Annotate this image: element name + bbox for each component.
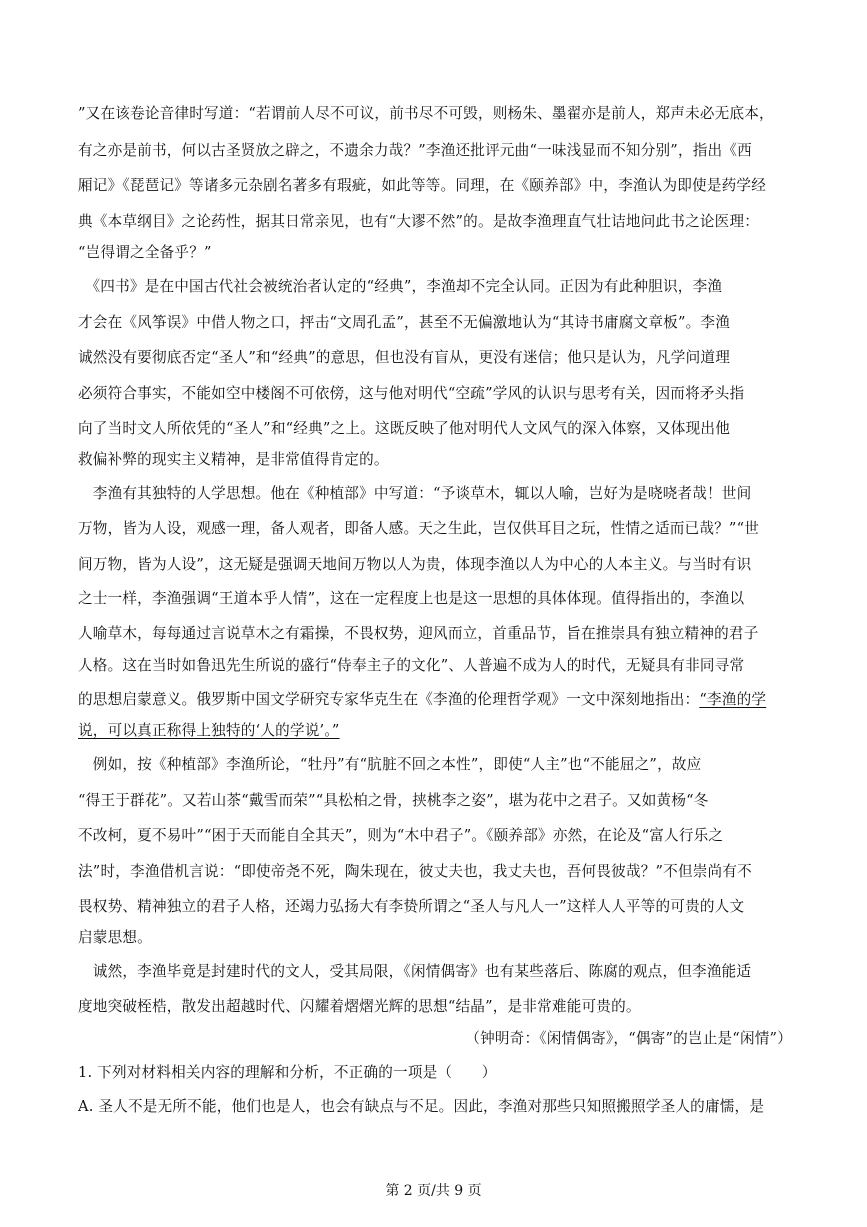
text-line: 典《本草纲目》之论药性，据其日常亲见，也有“大谬不然”的。是故李渔理直气壮诘地问此书之论医理：	[78, 213, 760, 230]
text-line: 人喻草木，每每通过言说草木之有霜操，不畏权势，迎风而立，首重品节，旨在推崇具有独立精神的君子	[78, 625, 759, 642]
page-number: 第 2 页/共 9 页	[385, 1183, 482, 1199]
text-line: ”又在该卷论音律时写道：“若谓前人尽不可议，前书尽不可毁，则杨朱、墨翟亦是前人，郑声未必无底本，	[78, 105, 774, 122]
text-line: 间万物，皆为人设”，这无疑是强调天地间万物以人为贵，体现李渔以人为中心的人本主义。与当时有识	[78, 556, 752, 573]
text-span: 的思想启蒙意义。俄罗斯中国文学研究专家华克生在《李渔的伦理哲学观》一文中深刻地指出：	[78, 691, 700, 708]
paragraph-start: 例如，按《种植部》李渔所论，“牡丹”有“肮脏不回之本性”，即使“人主”也“不能屈之”，故应	[78, 756, 702, 773]
citation: （钟明奇：《闲情偶寄》，“偶寄”的岂止是“闲情”）	[465, 1030, 792, 1047]
text-line	[78, 721, 818, 741]
text-line: “岂得谓之全备乎？”	[78, 244, 212, 261]
text-line: 诚然没有要彻底否定“圣人”和“经典”的意思，但也没有盲从，更没有迷信；他只是认为，凡学问道理	[78, 349, 730, 366]
text-line: 度地突破桎梏，散发出超越时代、闪耀着熠熠光辉的思想“结晶”，是非常难能可贵的。	[78, 998, 641, 1015]
text-line: 向了当时文人所依凭的“圣人”和“经典”之上。这既反映了他对明代人文风气的深入体察，又体现出他	[78, 420, 730, 437]
text-line: 万物，皆为人设，观感一理，备人观者，即备人感。天之生此，岂仅供耳目之玩，性情之适而已哉？”“世	[78, 520, 760, 537]
text-line: 畏权势、精神独立的君子人格，还竭力弘扬大有李贽所谓之“圣人与凡人一”这样人人平等的可贵的人文	[78, 898, 745, 915]
text-line: 才会在《风筝误》中借人物之口，抨击“文周孔孟”，甚至不无偏激地认为“其诗书庸腐文章板”。李渔	[78, 314, 730, 331]
option-a: A. 圣人不是无所不能，他们也是人，也会有缺点与不足。因此，李渔对那些只知照搬照学圣人的庸懦，是	[78, 1098, 765, 1115]
text-line: “得王于群花”。又若山茶“戴雪而荣”“具松柏之骨，挟桃李之姿”，堪为花中之君子。又如黄杨“冬	[78, 792, 709, 809]
text-line	[78, 690, 818, 710]
paragraph-start: 李渔有其独特的人学思想。他在《种植部》中写道：“予谈草木，辄以人喻，岂好为是哓哓者哉！世间	[78, 485, 752, 502]
text-line: 人格。这在当时如鲁迅先生所说的盛行“侍奉主子的文化”、人普遍不成为人的时代，无疑具有非同寻常	[78, 657, 745, 674]
text-line: 启蒙思想。	[78, 929, 152, 946]
text-line: 法”时，李渔借机言说：“即使帝尧不死，陶朱现在，彼丈夫也，我丈夫也，吾何畏彼哉？”不但崇尚有不	[78, 863, 752, 880]
paragraph-start: 诚然，李渔毕竟是封建时代的文人，受其局限，《闲情偶寄》也有某些落后、陈腐的观点，但李渔能适	[78, 963, 752, 980]
underlined-quote: “李渔的学	[699, 691, 767, 708]
question-stem: 1. 下列对材料相关内容的理解和分析，不正确的一项是（ ）	[78, 1064, 497, 1081]
text-line: 厢记》《琵琶记》等诸多元杂剧名著多有瑕疵，如此等等。同理，在《颐养部》中，李渔认为即使是药学经	[78, 177, 767, 194]
underlined-quote: 说，可以真正称得上独特的‘人的学说’。”	[78, 722, 340, 739]
text-line: 必须符合事实，不能如空中楼阁不可依傍，这与他对明代“空疏”学风的认识与思考有关，因而将矛头指	[78, 385, 745, 402]
paragraph-start: 《四书》是在中国古代社会被统治者认定的“经典”，李渔却不完全认同。正因为有此种胆识，李渔	[78, 278, 723, 295]
text-line: 救偏补弊的现实主义精神，是非常值得肯定的。	[78, 451, 389, 468]
text-line: 不改柯，夏不易叶”“困于天而能自全其天”，则为“木中君子”。《颐养部》亦然，在论及“富人行乐之	[78, 827, 724, 844]
text-line: 有之亦是前书，何以古圣贤放之辟之，不遗余力哉？”李渔还批评元曲“一味浅显而不知分别”，指出《西	[78, 142, 752, 159]
text-line: 之士一样，李渔强调“王道本乎人情”，这在一定程度上也是这一思想的具体体现。值得指出的，李渔以	[78, 590, 745, 607]
